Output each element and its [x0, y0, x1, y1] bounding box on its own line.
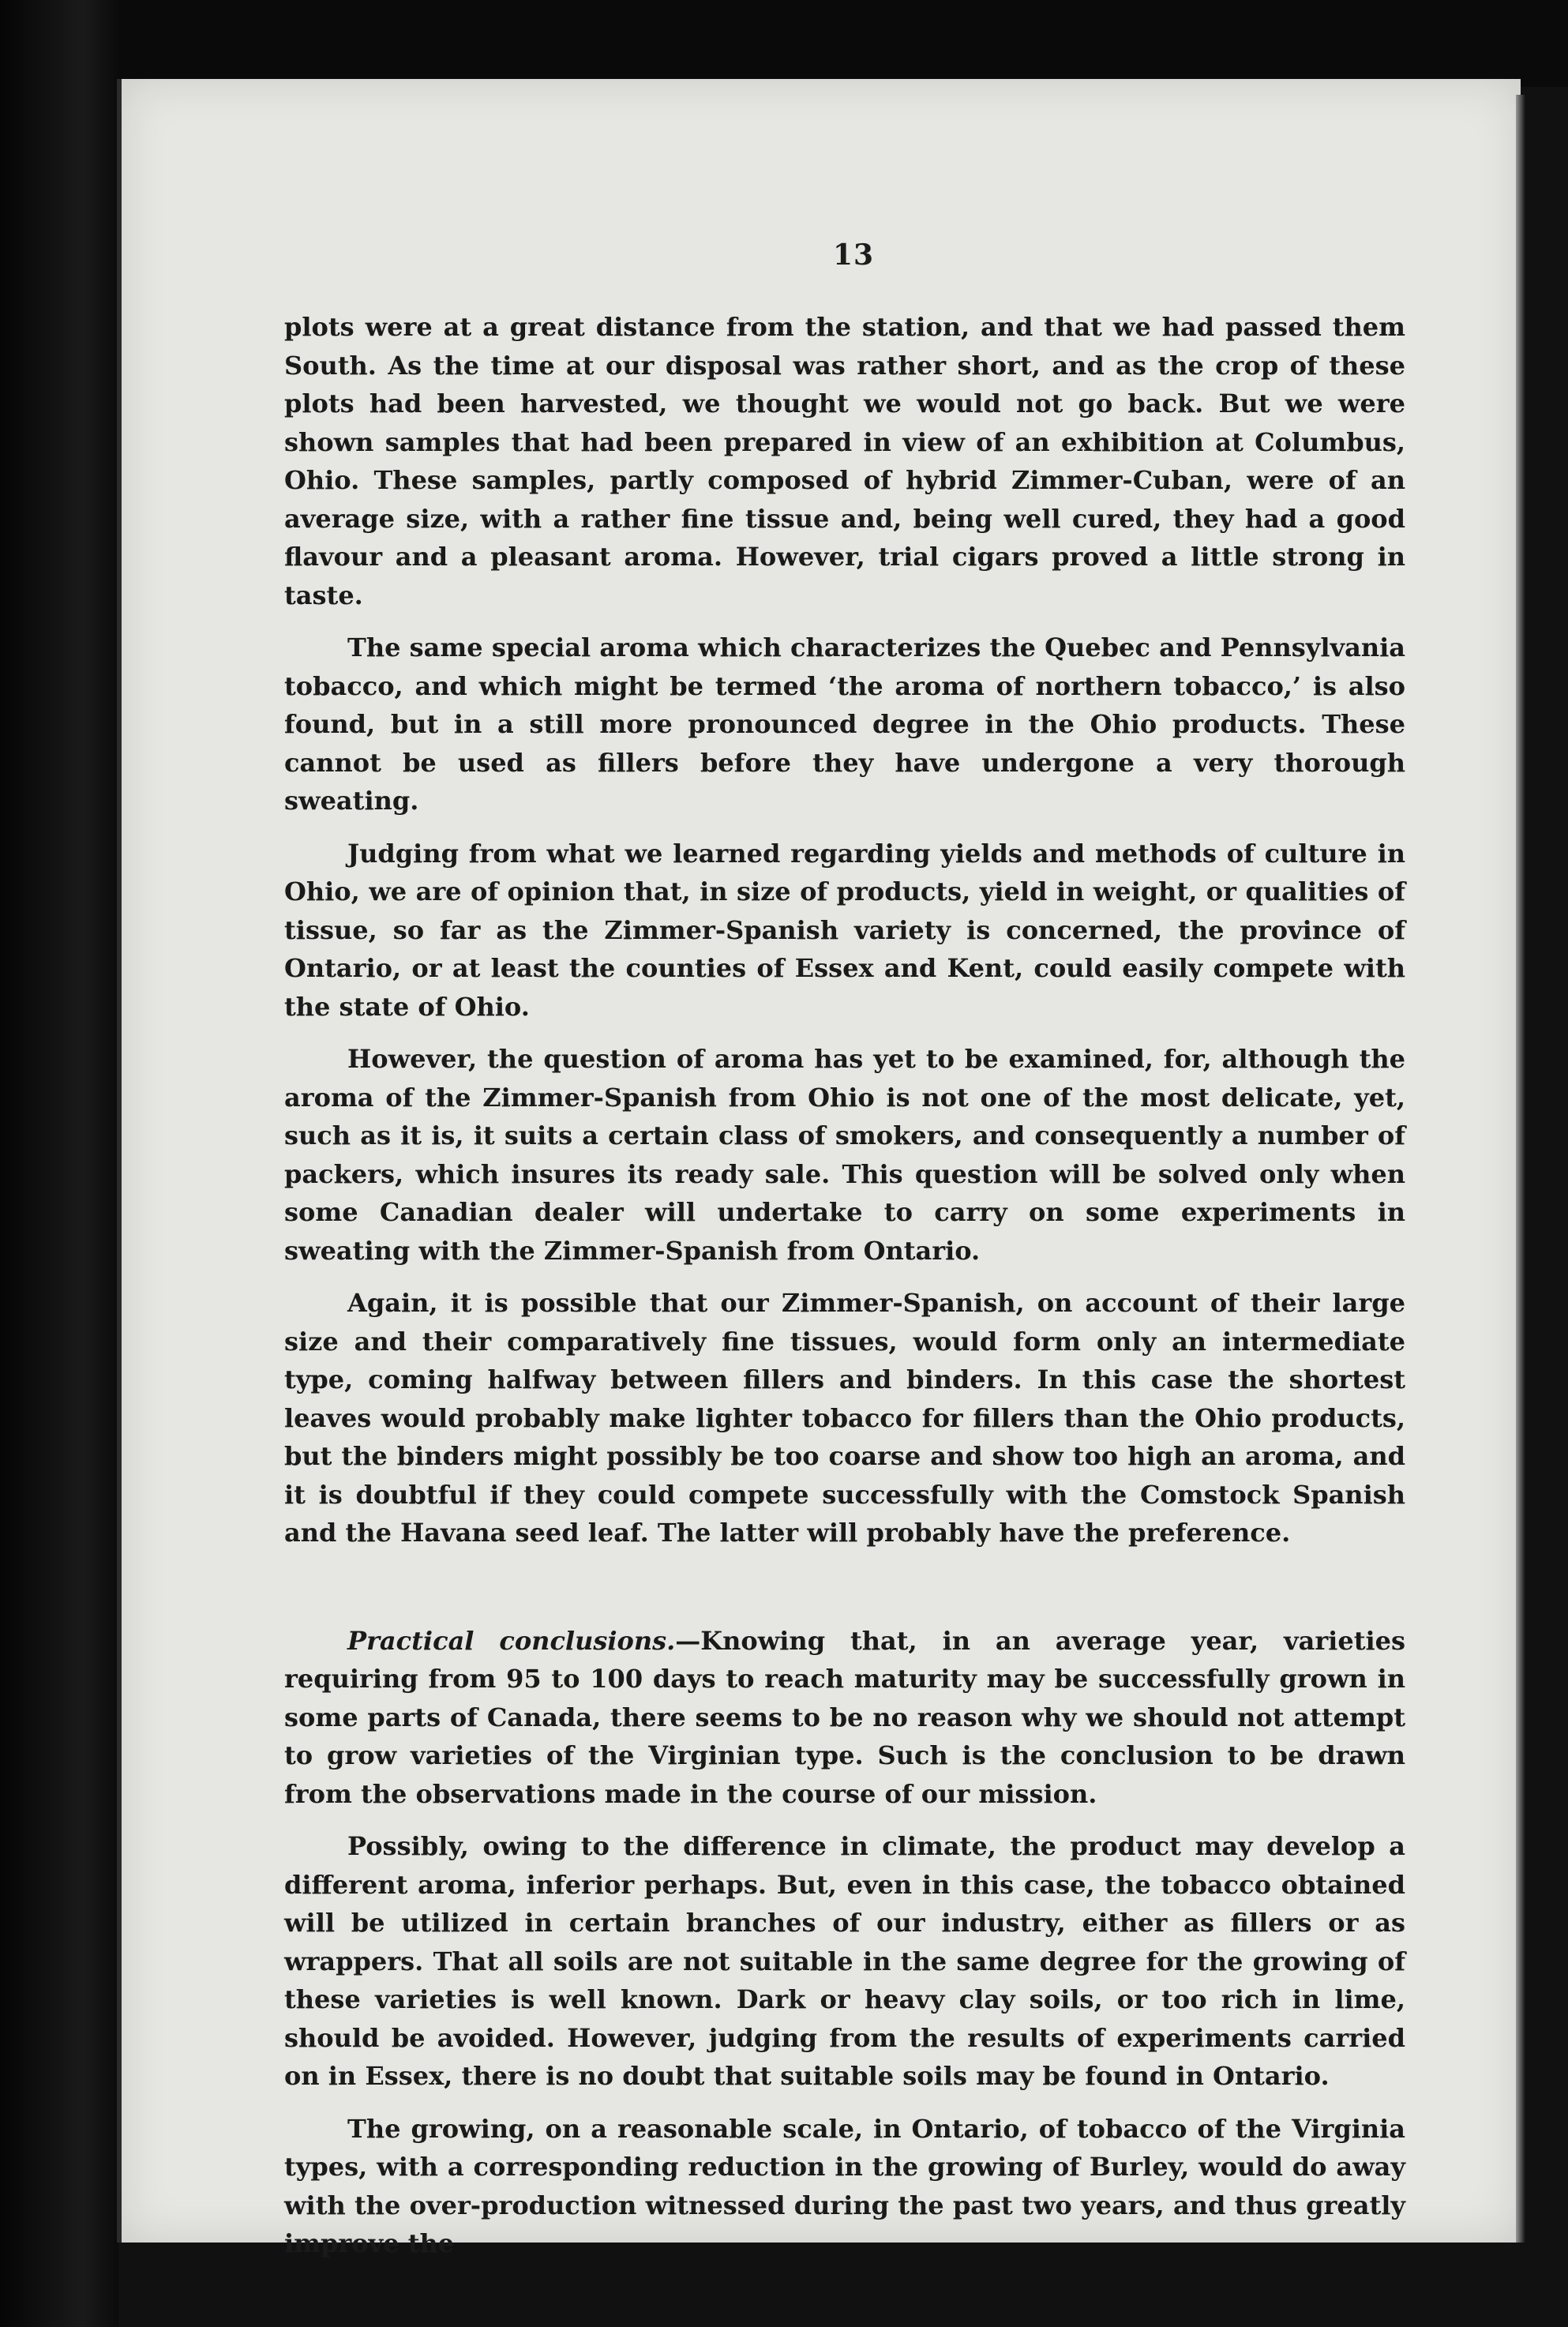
- page-edge-shadow: [1516, 95, 1525, 2243]
- page-number: 13: [833, 238, 875, 272]
- body-text: [284, 308, 1405, 2277]
- scan-top-border: [0, 0, 1568, 87]
- paragraph-5: Again, it is possible that our Zimmer-Spanish, on account of their large size and their comparatively fine tissues, would form only an intermediate type, coming halfway between fillers and binders. In this case the shortest leaves would probably make lighter tobacco for fillers than the Ohio products, but the binders might possibly be too coarse and show too high an aroma, and it is doubtful if they could compete successfully with the Comstock Spanish and the Havana seed leaf. The latter will probably have the preference.: [284, 1288, 1405, 1548]
- paragraph-2: The same special aroma which characterizes the Quebec and Pennsylvania tobacco, and which might be termed ‘the aroma of northern tobacco,’ is also found, but in a still more pronounced degree in the Ohio products. These cannot be used as fillers before they have undergone a very thorough sweating.: [284, 632, 1405, 816]
- paragraph-1: plots were at a great distance from the station, and that we had passed them South. As the time at our disposal was rather short, and as the crop of these plots had been harvested, we thought we would not go back. But we were shown samples that had been prepared in view of an exhibition at Columbus, Ohio. These samples, partly composed of hybrid Zimmer-Cuban, were of an average size, with a rather fine tissue and, being well cured, they had a good flavour and a pleasant aroma. However, trial cigars proved a little strong in taste.: [284, 312, 1405, 610]
- conclusions-paragraph-3: The growing, on a reasonable scale, in Ontario, of tobacco of the Virginia types, with a corresponding reduction in the growing of Burley, would do away with the over-production witnessed during the past two years, and thus greatly improve the: [284, 2113, 1405, 2258]
- paragraph-3: Judging from what we learned regarding yields and methods of culture in Ohio, we are of opinion that, in size of products, yield in weight, or qualities of tissue, so far as the Zimmer-Spanish variety is concerned, the province of Ontario, or at least the counties of Essex and Kent, could easily compete with the state of Ohio.: [284, 838, 1405, 1022]
- conclusions-paragraph-2: Possibly, owing to the difference in climate, the product may develop a different aroma, inferior perhaps. But, even in this case, the tobacco obtained will be utilized in certain branches of our industry, either as fillers or as wrappers. That all soils are not suitable in the same degree for the growing of these varieties is well known. Dark or heavy clay soils, or too rich in lime, should be avoided. However, judging from the results of experiments carried on in Essex, there is no doubt that suitable soils may be found in Ontario.: [284, 1831, 1405, 2091]
- scan-left-border: [0, 0, 118, 2327]
- conclusions-paragraph: [284, 1622, 1405, 1814]
- paragraph-4: However, the question of aroma has yet to be examined, for, although the aroma of the Zimmer-Spanish from Ohio is not one of the most delicate, yet, such as it is, it suits a certain class of smokers, and consequently a number of packers, which insures its ready sale. This question will be solved only when some Canadian dealer will undertake to carry on some experiments in sweating with the Zimmer-Spanish from Ontario.: [284, 1044, 1405, 1266]
- conclusions-text: —Knowing that, in an average year, varieties requiring from 95 to 100 days to reach maturity may be successfully grown in some parts of Canada, there seems to be no reason why we should not attempt to grow varieties of the Virginian type. Such is the conclusion to be drawn from the observations made in the course of our mission.: [284, 1625, 1406, 1809]
- conclusions-heading: Practical conclusions.: [347, 1625, 676, 1656]
- section-break: [284, 1567, 1405, 1622]
